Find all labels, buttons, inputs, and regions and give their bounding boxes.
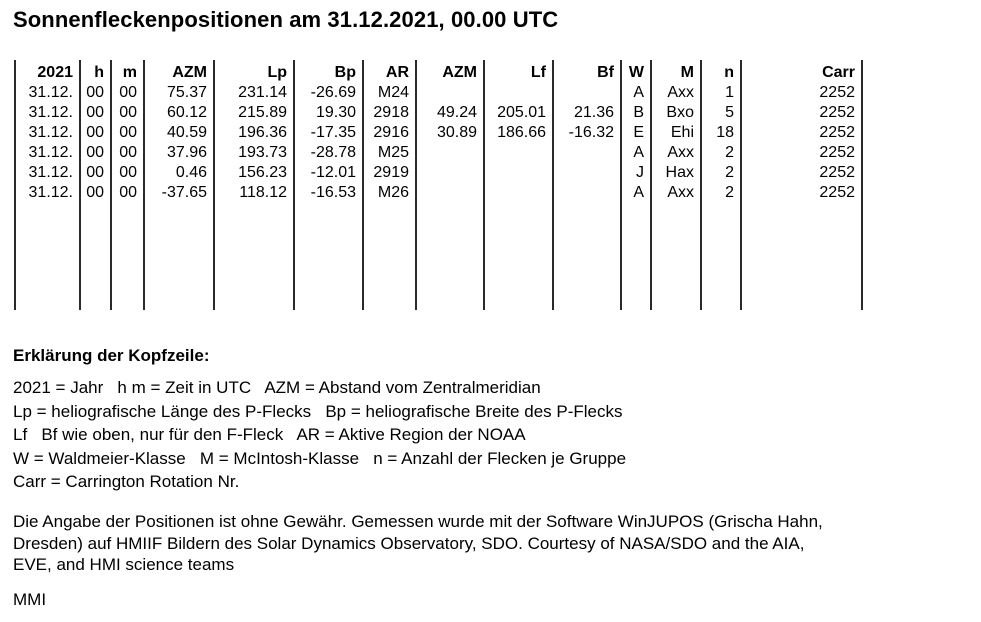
table-cell-r5-h: 00	[86, 184, 104, 201]
explanation-line-4: W = Waldmeier-Klasse M = McIntosh-Klasse n = Anzahl der Flecken je Gruppe	[13, 448, 627, 468]
table-cell-r1-m: Bxo	[666, 104, 694, 121]
table-cell-r5-lp: 118.12	[239, 184, 287, 201]
disclaimer-paragraph	[13, 511, 823, 576]
table-cell-r3-azm: 37.96	[166, 144, 207, 161]
column-header-bp: Bp	[334, 64, 356, 81]
table-cell-r3-bp: -28.78	[310, 144, 356, 161]
table-cell-r5-bp: -16.53	[310, 184, 356, 201]
table-cell-r5-w: A	[633, 184, 644, 201]
explanation-line-3: Lf Bf wie oben, nur für den F-Fleck AR = Aktive Region der NOAA	[13, 425, 526, 444]
table-column-4-lp	[213, 60, 293, 310]
table-column-0-2021	[14, 60, 79, 310]
column-header-carr: Carr	[822, 64, 855, 81]
column-header-azm: AZM	[442, 64, 477, 81]
table-cell-r4-m: 00	[119, 164, 137, 181]
table-cell-r2-m: 00	[119, 124, 137, 141]
table-column-13-carr	[740, 60, 863, 310]
table-cell-r4-azm: 0.46	[175, 164, 207, 181]
table-cell-r3-w: A	[633, 144, 644, 161]
column-header-2021: 2021	[37, 64, 73, 81]
column-header-m: M	[680, 64, 694, 81]
column-header-azm: AZM	[172, 64, 207, 81]
table-cell-r0-n: 1	[725, 84, 734, 101]
table-cell-r4-bp: -12.01	[310, 164, 356, 181]
table-cell-r2-w: E	[633, 124, 644, 141]
table-cell-r1-ar: 2918	[373, 104, 409, 121]
table-cell-r1-h: 00	[86, 104, 104, 121]
table-column-1-h	[79, 60, 110, 310]
explanation-line-5: Carr = Carrington Rotation Nr.	[13, 472, 240, 491]
table-cell-r3-ar: M25	[377, 144, 409, 161]
table-cell-r2-carr: 2252	[819, 124, 855, 141]
table-column-6-ar	[362, 60, 415, 310]
table-cell-r0-lf	[485, 83, 552, 103]
column-header-ar: AR	[385, 64, 409, 81]
table-cell-r5-lf	[485, 183, 552, 203]
table-column-3-azm	[143, 60, 213, 310]
table-cell-r0-bp: -26.69	[310, 84, 356, 101]
table-column-10-w	[620, 60, 650, 310]
table-cell-r2-n: 18	[716, 124, 734, 141]
table-cell-r5-azm	[417, 183, 483, 203]
table-cell-r4-h: 00	[86, 164, 104, 181]
disclaimer-line-1: Die Angabe der Positionen ist ohne Gewähr. Gemessen wurde mit der Software WinJUPOS (Grischa Hahn,	[13, 512, 823, 531]
table-cell-r0-carr: 2252	[819, 84, 855, 101]
table-cell-r0-bf	[554, 83, 620, 103]
column-header-m: m	[122, 64, 137, 81]
table-column-11-m	[650, 60, 700, 310]
table-cell-r0-azm: 75.37	[166, 84, 207, 101]
table-cell-r4-n: 2	[725, 164, 734, 181]
table-cell-r3-n: 2	[725, 144, 734, 161]
table-column-2-m	[110, 60, 143, 310]
explanation-heading: Erklärung der Kopfzeile:	[13, 346, 210, 365]
table-cell-r5-azm: -37.65	[161, 184, 207, 201]
table-cell-r2-2021: 31.12.	[28, 124, 73, 141]
table-cell-r3-lp: 193.73	[238, 144, 287, 161]
table-cell-r1-azm: 49.24	[436, 104, 477, 121]
column-header-bf: Bf	[597, 64, 614, 81]
sunspot-position-table	[14, 60, 863, 310]
column-header-n: n	[724, 64, 734, 81]
table-cell-r4-bf	[554, 163, 620, 183]
disclaimer-line-3: EVE, and HMI science teams	[13, 555, 235, 574]
table-cell-r0-h: 00	[86, 84, 104, 101]
table-cell-r3-carr: 2252	[819, 144, 855, 161]
table-cell-r3-lf	[485, 143, 552, 163]
table-cell-r0-m: Axx	[667, 84, 694, 101]
table-cell-r2-bf: -16.32	[568, 124, 614, 141]
header-explanation-legend	[13, 376, 626, 494]
table-cell-r3-m: 00	[119, 144, 137, 161]
column-header-h: h	[94, 64, 104, 81]
explanation-line-2: Lp = heliografische Länge des P-Flecks Bp = heliografische Breite des P-Flecks	[13, 401, 623, 421]
table-cell-r0-m: 00	[119, 84, 137, 101]
table-cell-r1-carr: 2252	[819, 104, 855, 121]
table-cell-r1-bf: 21.36	[573, 104, 614, 121]
table-cell-r3-h: 00	[86, 144, 104, 161]
table-cell-r2-m: Ehi	[670, 124, 694, 141]
table-cell-r5-2021: 31.12.	[28, 184, 73, 201]
table-cell-r1-lp: 215.89	[238, 104, 287, 121]
table-cell-r1-m: 00	[119, 104, 137, 121]
signature: MMI	[13, 590, 47, 609]
table-cell-r5-bf	[554, 183, 620, 203]
table-cell-r4-carr: 2252	[819, 164, 855, 181]
table-column-5-bp	[293, 60, 362, 310]
table-cell-r4-lp: 156.23	[238, 164, 287, 181]
table-cell-r4-azm	[417, 163, 483, 183]
table-cell-r5-m: 00	[119, 184, 137, 201]
table-column-12-n	[700, 60, 740, 310]
column-header-w: W	[628, 64, 644, 81]
table-cell-r0-ar: M24	[377, 84, 409, 101]
table-cell-r3-bf	[554, 143, 620, 163]
table-cell-r1-azm: 60.12	[166, 104, 207, 121]
column-header-lf: Lf	[530, 64, 546, 81]
explanation-line-1: 2021 = Jahr h m = Zeit in UTC AZM = Abstand vom Zentralmeridian	[13, 378, 541, 397]
table-cell-r5-m: Axx	[667, 184, 694, 201]
table-cell-r1-n: 5	[725, 104, 734, 121]
table-cell-r2-azm: 40.59	[166, 124, 207, 141]
table-cell-r2-lf: 186.66	[497, 124, 546, 141]
table-cell-r4-ar: 2919	[373, 164, 409, 181]
table-cell-r0-azm	[417, 83, 483, 103]
table-cell-r5-n: 2	[725, 184, 734, 201]
table-cell-r0-lp: 231.14	[238, 84, 287, 101]
table-cell-r2-h: 00	[86, 124, 104, 141]
table-cell-r1-w: B	[633, 104, 644, 121]
table-cell-r3-2021: 31.12.	[28, 144, 73, 161]
column-header-lp: Lp	[267, 64, 287, 81]
table-cell-r1-bp: 19.30	[315, 104, 356, 121]
table-cell-r4-lf	[485, 163, 552, 183]
disclaimer-line-2: Dresden) auf HMIIF Bildern des Solar Dynamics Observatory, SDO. Courtesy of NASA/SDO and the AIA,	[13, 533, 805, 553]
table-cell-r2-azm: 30.89	[436, 124, 477, 141]
table-cell-r3-azm	[417, 143, 483, 163]
page-title: Sonnenfleckenpositionen am 31.12.2021, 00.00 UTC	[13, 7, 559, 32]
table-column-7-azm	[415, 60, 483, 310]
table-column-8-lf	[483, 60, 552, 310]
table-cell-r3-m: Axx	[667, 144, 694, 161]
table-cell-r1-2021: 31.12.	[28, 104, 73, 121]
table-cell-r5-ar: M26	[377, 184, 409, 201]
table-cell-r2-lp: 196.36	[238, 124, 287, 141]
table-column-9-bf	[552, 60, 620, 310]
table-cell-r1-lf: 205.01	[497, 104, 546, 121]
table-cell-r5-carr: 2252	[819, 184, 855, 201]
table-cell-r2-bp: -17.35	[310, 124, 356, 141]
table-cell-r2-ar: 2916	[373, 124, 409, 141]
table-cell-r4-2021: 31.12.	[28, 164, 73, 181]
table-cell-r4-w: J	[636, 164, 644, 181]
table-cell-r4-m: Hax	[665, 164, 694, 181]
table-cell-r0-2021: 31.12.	[28, 84, 73, 101]
table-cell-r0-w: A	[633, 84, 644, 101]
